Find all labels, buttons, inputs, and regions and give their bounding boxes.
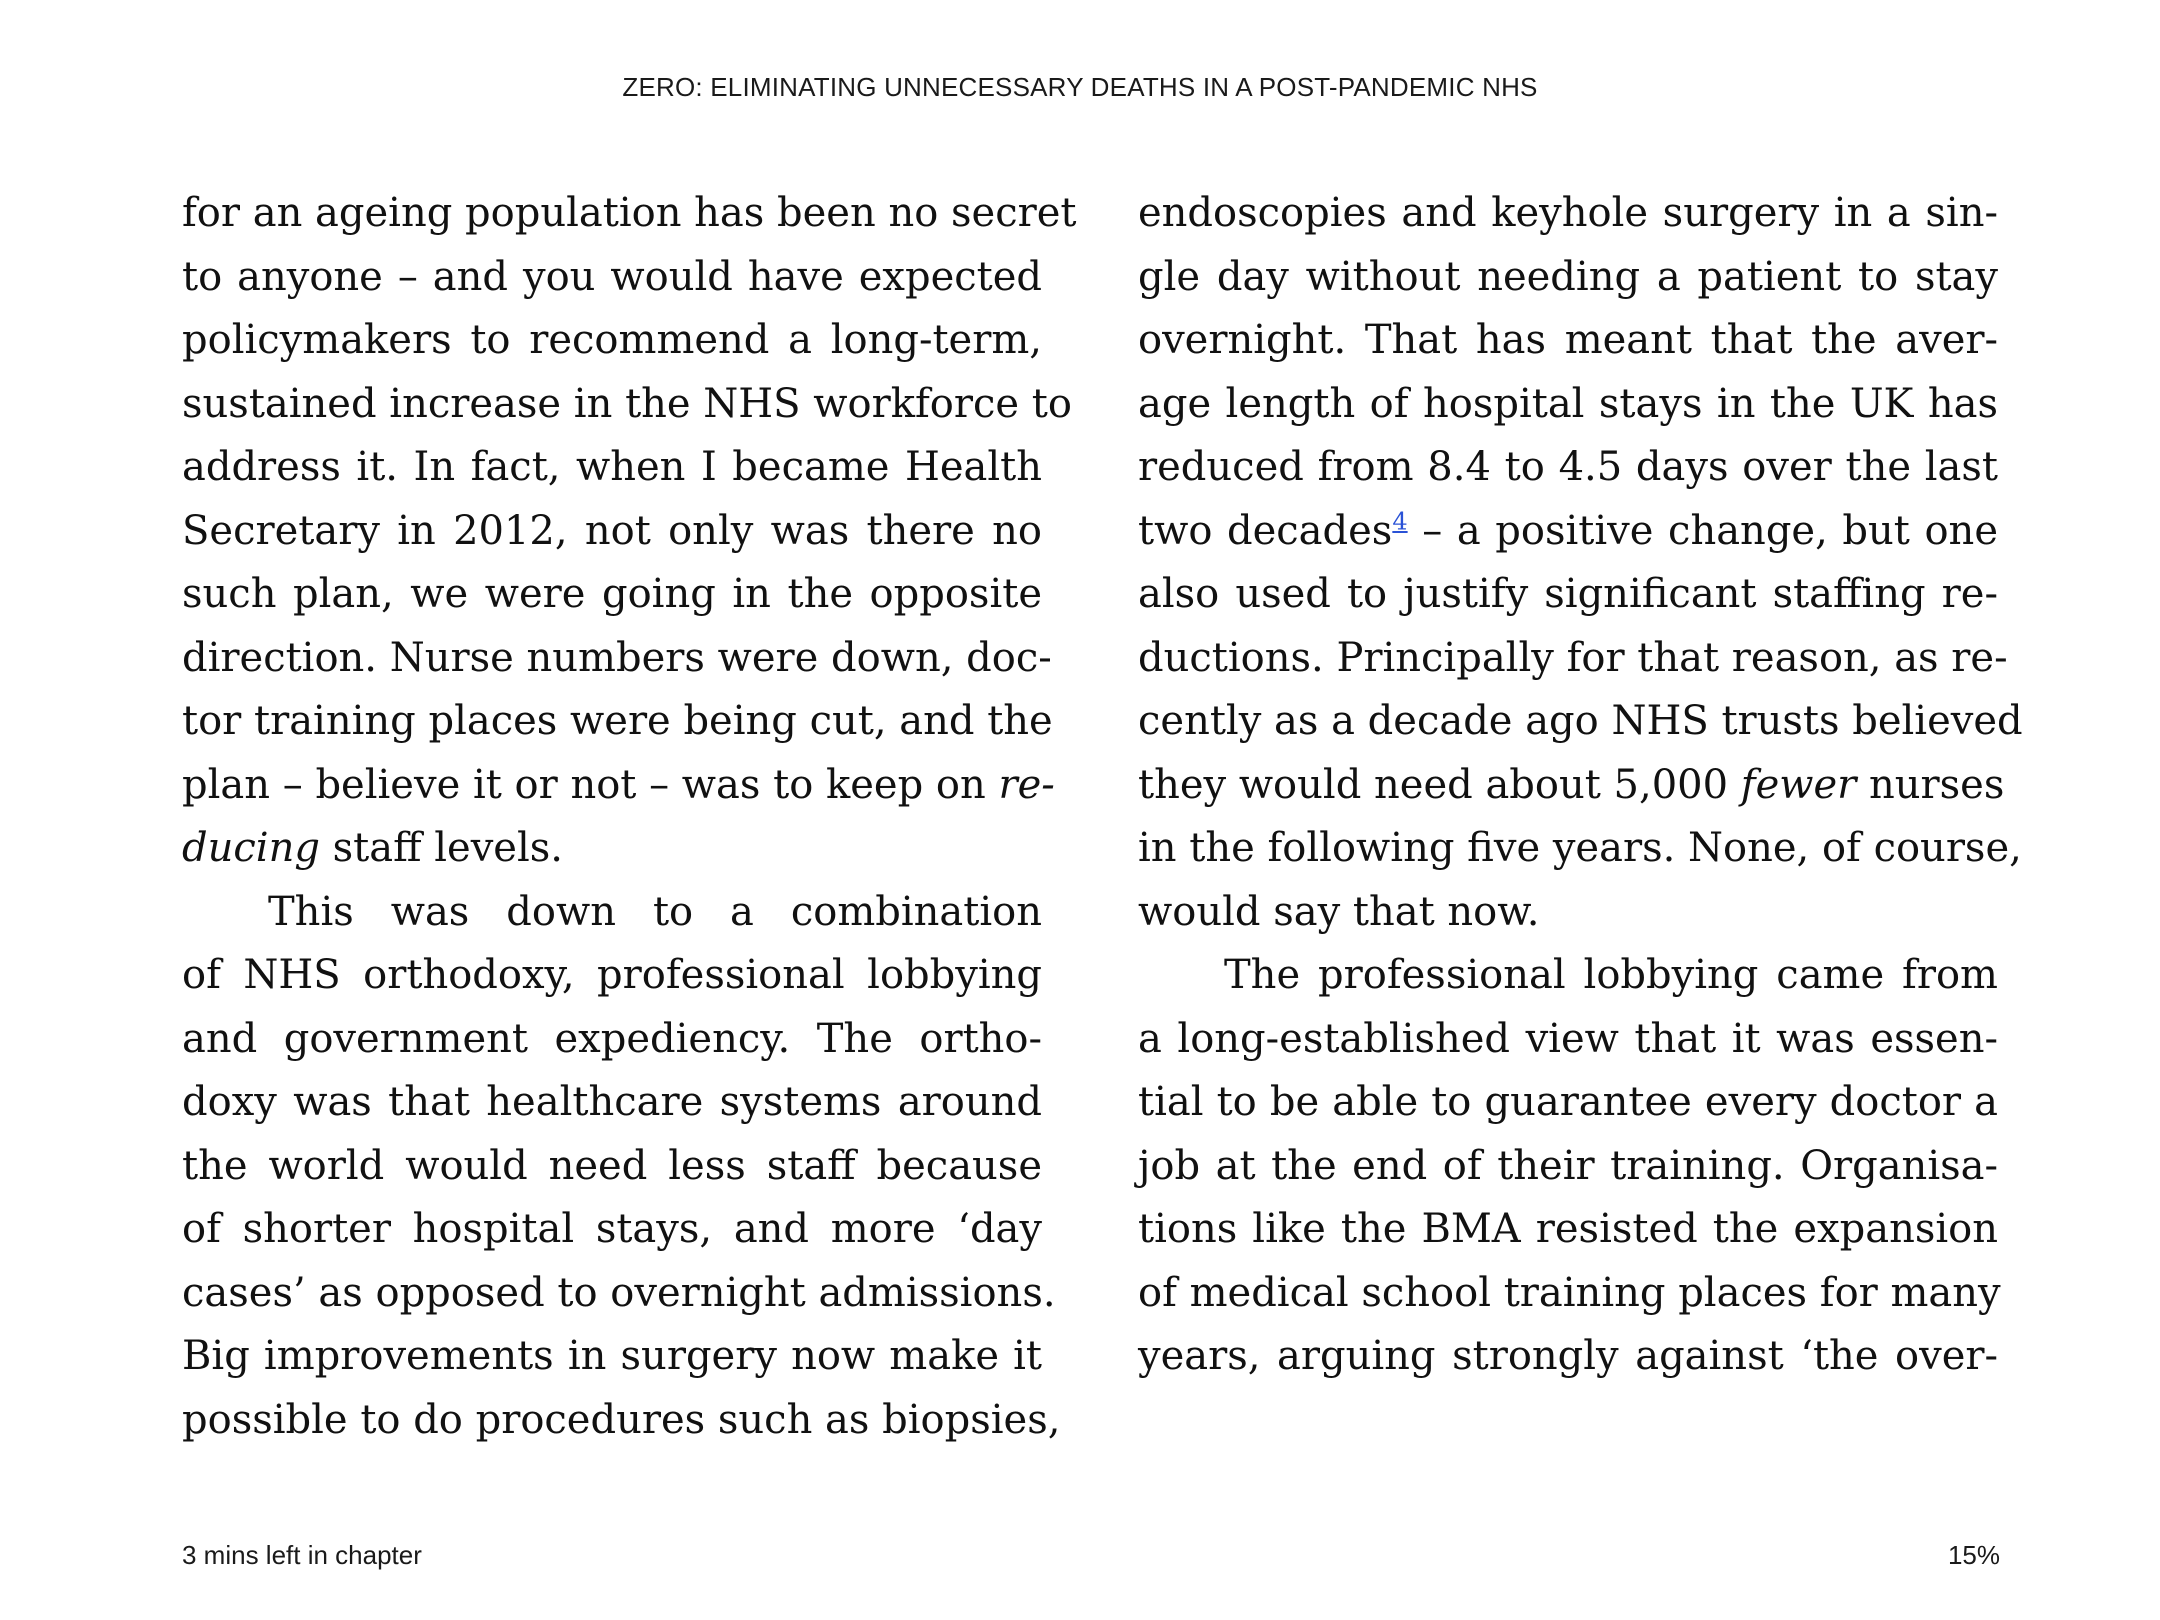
text-line: policymakers to recommend a long-term, bbox=[182, 317, 1042, 363]
text-fragment: they would need about 5,000 bbox=[1138, 761, 1729, 808]
text-line: for an ageing population has been no secret bbox=[182, 190, 1077, 236]
text-line bbox=[182, 817, 1042, 881]
text-fragment: nurses bbox=[1869, 761, 2005, 808]
text-line: overnight. That has meant that the aver- bbox=[1138, 317, 1998, 363]
text-line: also used to justify significant staffing re- bbox=[1138, 571, 1998, 617]
paragraph-first-line: The professional lobbying came from bbox=[1224, 952, 1998, 998]
text-line: of medical school training places for many bbox=[1138, 1269, 2001, 1316]
text-line: address it. In fact, when I became Health bbox=[182, 444, 1042, 490]
text-line: would say that now. bbox=[1138, 888, 1540, 935]
text-line: age length of hospital stays in the UK has bbox=[1138, 380, 1998, 427]
text-line: of NHS orthodoxy, professional lobbying bbox=[182, 952, 1042, 998]
text-line: Secretary in 2012, not only was there no bbox=[182, 507, 1042, 554]
text-line: Big improvements in surgery now make it bbox=[182, 1333, 1042, 1379]
italic-fragment: re- bbox=[998, 761, 1055, 808]
text-line: years, arguing strongly against ‘the over- bbox=[1138, 1333, 1998, 1379]
text-line: ductions. Principally for that reason, as re- bbox=[1138, 634, 2008, 681]
time-left-label: 3 mins left in chapter bbox=[182, 1540, 422, 1570]
text-line bbox=[1138, 500, 1998, 564]
italic-fragment: fewer bbox=[1740, 761, 1857, 808]
text-line: direction. Nurse numbers were down, doc- bbox=[182, 634, 1052, 681]
text-line: and government expediency. The ortho- bbox=[182, 1015, 1042, 1062]
text-line: possible to do procedures such as biopsies, bbox=[182, 1396, 1061, 1443]
running-header: ZERO: ELIMINATING UNNECESSARY DEATHS IN A POST-PANDEMIC NHS bbox=[622, 72, 1538, 102]
text-line: job at the end of their training. Organisa- bbox=[1138, 1142, 1998, 1189]
text-fragment: staff levels. bbox=[332, 825, 564, 871]
text-line bbox=[182, 754, 1055, 818]
text-line bbox=[1138, 754, 2005, 818]
text-line: to anyone – and you would have expected bbox=[182, 253, 1042, 300]
text-line: a long-established view that it was essen- bbox=[1138, 1015, 1998, 1062]
text-line: cases’ as opposed to overnight admissions. bbox=[182, 1269, 1056, 1316]
text-fragment: – a positive change, but one bbox=[1407, 507, 1998, 554]
left-text-column bbox=[182, 182, 1077, 1452]
text-line: reduced from 8.4 to 4.5 days over the last bbox=[1138, 444, 1998, 490]
right-text-column bbox=[1138, 182, 2023, 1389]
footnote-link[interactable]: 4 bbox=[1392, 507, 1408, 536]
text-line: of shorter hospital stays, and more ‘day bbox=[182, 1206, 1042, 1252]
paragraph-first-line: This was down to a combination bbox=[268, 888, 1042, 935]
text-line: tions like the BMA resisted the expansion bbox=[1138, 1206, 1998, 1252]
text-line: tial to be able to guarantee every doctor a bbox=[1138, 1079, 1998, 1125]
reading-progress-label: 15% bbox=[1947, 1540, 2000, 1570]
text-line: tor training places were being cut, and the bbox=[182, 698, 1053, 744]
text-line: the world would need less staff because bbox=[182, 1142, 1042, 1189]
text-line: gle day without needing a patient to stay bbox=[1138, 253, 1998, 300]
text-line: such plan, we were going in the opposite bbox=[182, 571, 1042, 617]
text-fragment: plan – believe it or not – was to keep on bbox=[182, 761, 986, 808]
text-line: in the following five years. None, of course, bbox=[1138, 825, 2022, 871]
text-line: doxy was that healthcare systems around bbox=[182, 1079, 1042, 1125]
text-line: sustained increase in the NHS workforce to bbox=[182, 380, 1072, 427]
text-line: endoscopies and keyhole surgery in a sin- bbox=[1138, 190, 1998, 236]
text-fragment: two decades bbox=[1138, 507, 1393, 554]
italic-fragment: ducing bbox=[182, 825, 320, 871]
text-line: cently as a decade ago NHS trusts believed bbox=[1138, 698, 2023, 744]
